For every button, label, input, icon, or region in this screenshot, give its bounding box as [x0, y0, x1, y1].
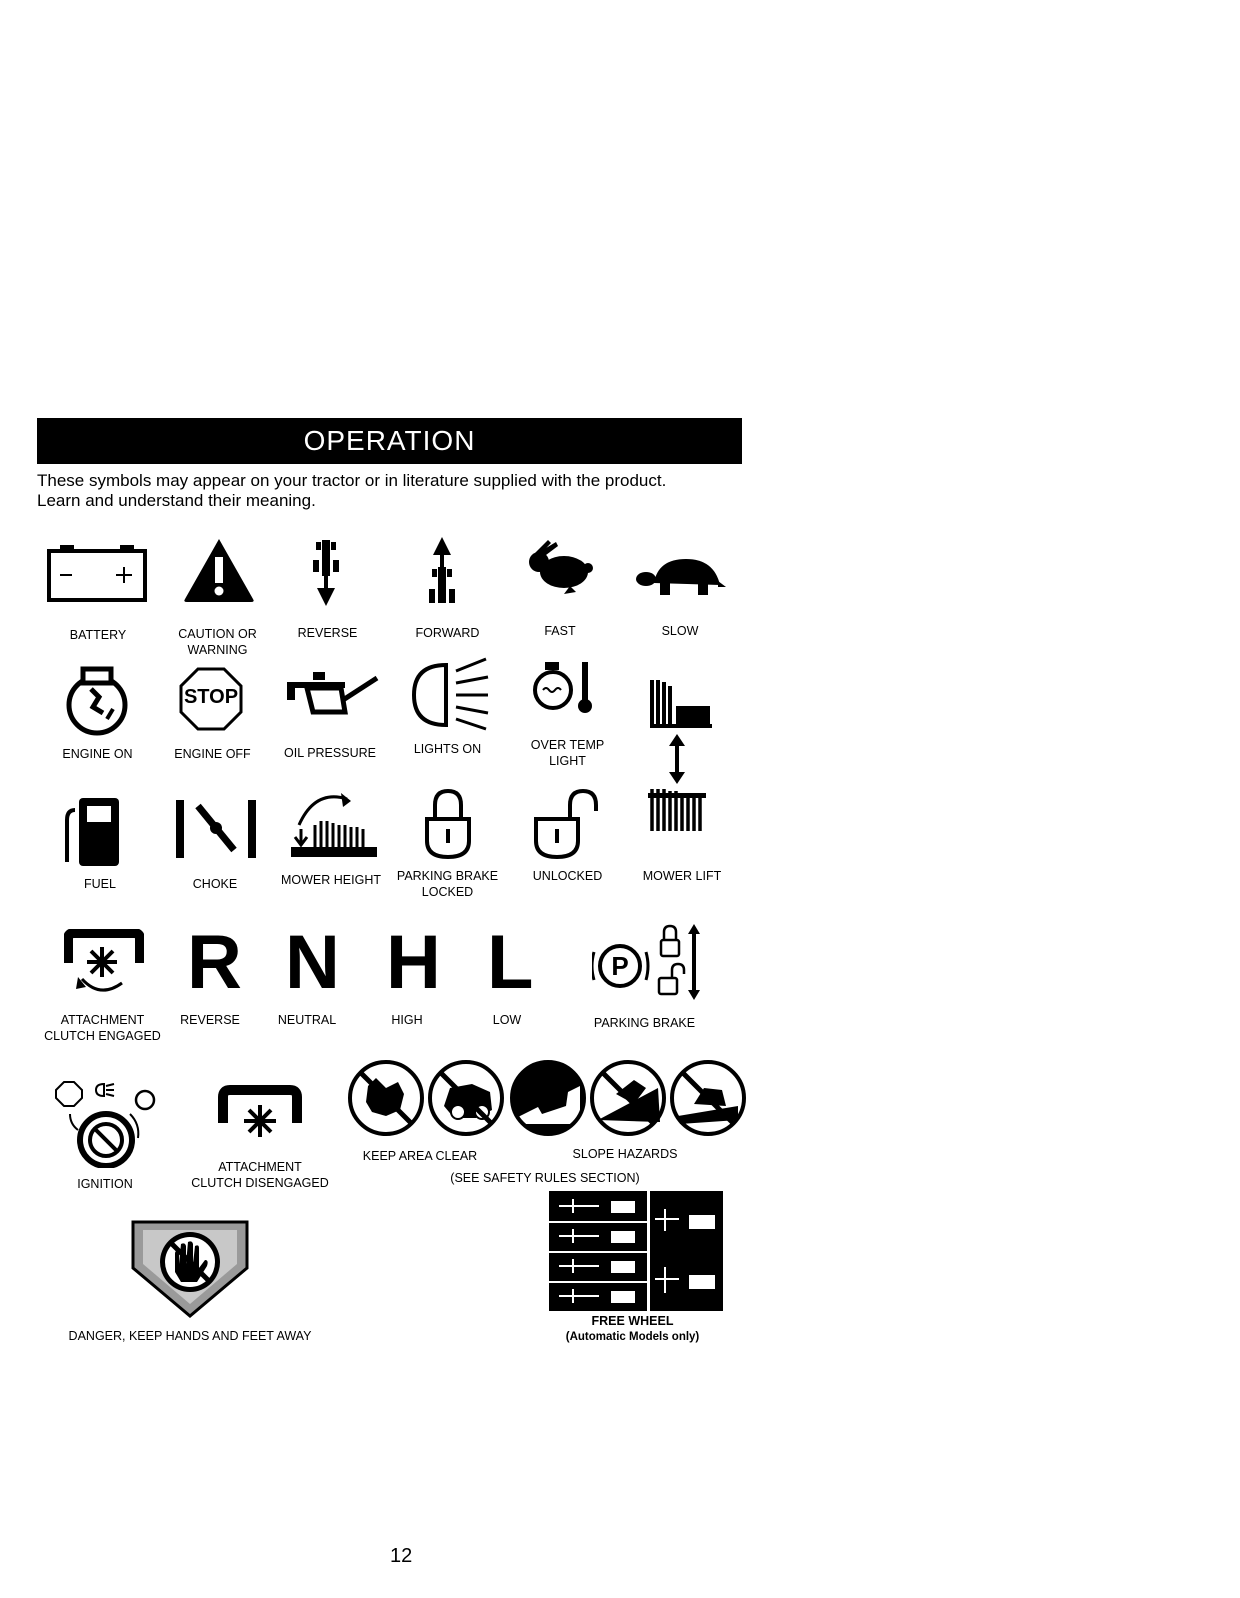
parking-brake-locked-label: PARKING BRAKE LOCKED: [396, 869, 499, 899]
rabbit-icon: [522, 540, 596, 594]
attachment-clutch-engaged-icon: [64, 929, 144, 999]
intro-line-2: Learn and understand their meaning.: [37, 491, 316, 510]
fuel-pump-icon: [63, 796, 123, 868]
engine-off-label: ENGINE OFF: [174, 747, 251, 761]
unlocked-label: UNLOCKED: [532, 869, 603, 883]
keep-area-clear-icons: [346, 1058, 506, 1138]
section-title-banner: OPERATION: [37, 418, 742, 464]
parking-brake-icon: [592, 922, 704, 1002]
warning-triangle-icon: [183, 537, 255, 603]
mower-lift-label: MOWER LIFT: [642, 869, 722, 883]
oil-can-icon: [285, 672, 381, 720]
battery-icon: [46, 545, 148, 603]
attachment-clutch-disengaged-icon: [218, 1085, 302, 1143]
lights-on-label: LIGHTS ON: [413, 742, 482, 756]
automatic-only-label: (Automatic Models only): [565, 1331, 700, 1343]
up-down-arrow-icon: [667, 734, 687, 784]
low-label: LOW: [492, 1013, 522, 1027]
oil-pressure-label: OIL PRESSURE: [284, 746, 376, 760]
slope-hazards-icons: [508, 1058, 748, 1138]
gear-letter-r: R: [187, 920, 242, 1005]
stop-sign-text: STOP: [183, 686, 239, 708]
battery-label: BATTERY: [69, 628, 127, 642]
neutral-label: NEUTRAL: [277, 1013, 337, 1027]
mower-height-label: MOWER HEIGHT: [281, 873, 381, 887]
gear-letter-h: H: [386, 920, 441, 1005]
forward-label: FORWARD: [415, 626, 480, 640]
reverse-2-label: REVERSE: [180, 1013, 240, 1027]
slope-hazards-label: SLOPE HAZARDS: [572, 1147, 678, 1161]
intro-line-1: These symbols may appear on your tractor or in literature supplied with the product.: [37, 471, 667, 490]
reverse-label: REVERSE: [297, 626, 358, 640]
gear-letter-n: N: [285, 920, 340, 1005]
padlock-unlocked-icon: [532, 787, 600, 859]
high-label: HIGH: [391, 1013, 423, 1027]
attachment-engaged-label: ATTACHMENT CLUTCH ENGAGED: [44, 1013, 161, 1043]
reverse-icon: [310, 540, 342, 606]
page-number: 12: [390, 1545, 413, 1567]
parking-brake-label: PARKING BRAKE: [593, 1016, 696, 1030]
caution-label: CAUTION OR WARNING: [178, 627, 257, 657]
turtle-icon: [634, 557, 726, 599]
forward-icon: [426, 537, 458, 605]
over-temp-label: OVER TEMP LIGHT: [530, 738, 605, 768]
ignition-switch-icon: [48, 1078, 158, 1168]
mower-height-icon: [285, 785, 377, 861]
free-wheel-icon: [549, 1191, 723, 1311]
fuel-label: FUEL: [84, 877, 116, 891]
attachment-disengaged-label: ATTACHMENT CLUTCH DISENGAGED: [191, 1160, 329, 1190]
fast-label: FAST: [544, 624, 576, 638]
svg-text:P: P: [611, 951, 629, 981]
mower-raised-icon: [648, 680, 714, 730]
padlock-locked-icon: [423, 787, 473, 859]
keep-area-clear-label: KEEP AREA CLEAR: [362, 1149, 478, 1163]
danger-hands-feet-icon: [131, 1220, 249, 1318]
headlight-icon: [408, 653, 492, 733]
danger-label: DANGER, KEEP HANDS AND FEET AWAY: [68, 1329, 312, 1343]
ignition-label: IGNITION: [77, 1177, 133, 1191]
engine-on-icon: [61, 665, 133, 737]
slow-label: SLOW: [661, 624, 699, 638]
choke-label: CHOKE: [192, 877, 238, 891]
free-wheel-label: FREE WHEEL: [591, 1314, 674, 1328]
over-temp-icon: [533, 660, 605, 716]
gear-letter-l: L: [487, 920, 534, 1005]
see-safety-rules-label: (SEE SAFETY RULES SECTION): [450, 1171, 640, 1185]
intro-paragraph: [37, 471, 757, 511]
engine-on-label: ENGINE ON: [62, 747, 133, 761]
choke-icon: [176, 800, 256, 860]
mower-lowered-icon: [648, 787, 710, 833]
